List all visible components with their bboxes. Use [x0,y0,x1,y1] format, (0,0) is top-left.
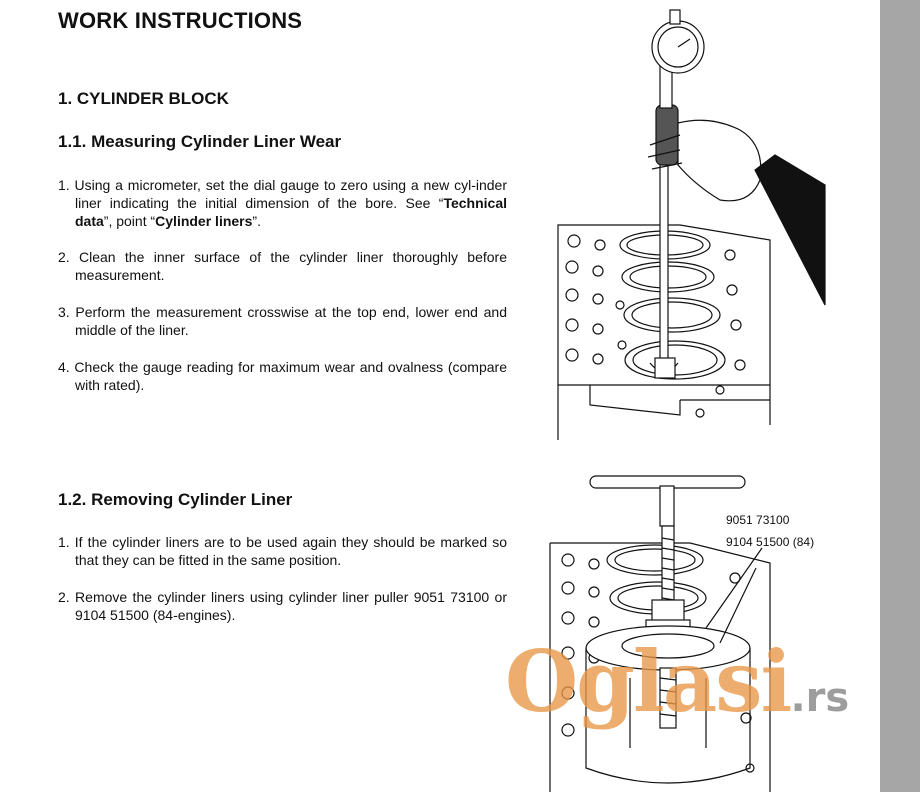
step-2-2: 2. Remove the cylinder liners using cylinder liner puller 9051 73100 or 9104 51500 (84-engines). [58,589,507,623]
section-heading: 1. CYLINDER BLOCK [58,89,229,108]
step-1-1: 1. Using a micrometer, set the dial gauge to zero using a new cyl-inder liner indicating the initial dimension of the bore. See “Technical data”, point “Cylinder liners”. [58,177,507,229]
page-edge-bar [880,0,920,792]
tool-number-2: 9104 51500 (84) [726,535,815,549]
step-1-3: 3. Perform the measurement crosswise at the top end, lower end and middle of the liner. [58,304,507,338]
watermark-logo: Oglasi.rs [505,632,850,731]
subsection-heading-measuring: 1.1. Measuring Cylinder Liner Wear [58,132,342,151]
subsection-heading-removing: 1.2. Removing Cylinder Liner [58,490,293,509]
bore-gauge-illustration [550,5,830,445]
step-1-2: 2. Clean the inner surface of the cylinder liner thoroughly before measurement. [58,249,507,283]
step-1-4: 4. Check the gauge reading for maximum wear and ovalness (compare with rated). [58,359,507,393]
tool-number-1: 9051 73100 [726,513,790,527]
step-2-1: 1. If the cylinder liners are to be used again they should be marked so that they can be fitted in the same position. [58,534,507,568]
page-title: WORK INSTRUCTIONS [58,8,303,33]
